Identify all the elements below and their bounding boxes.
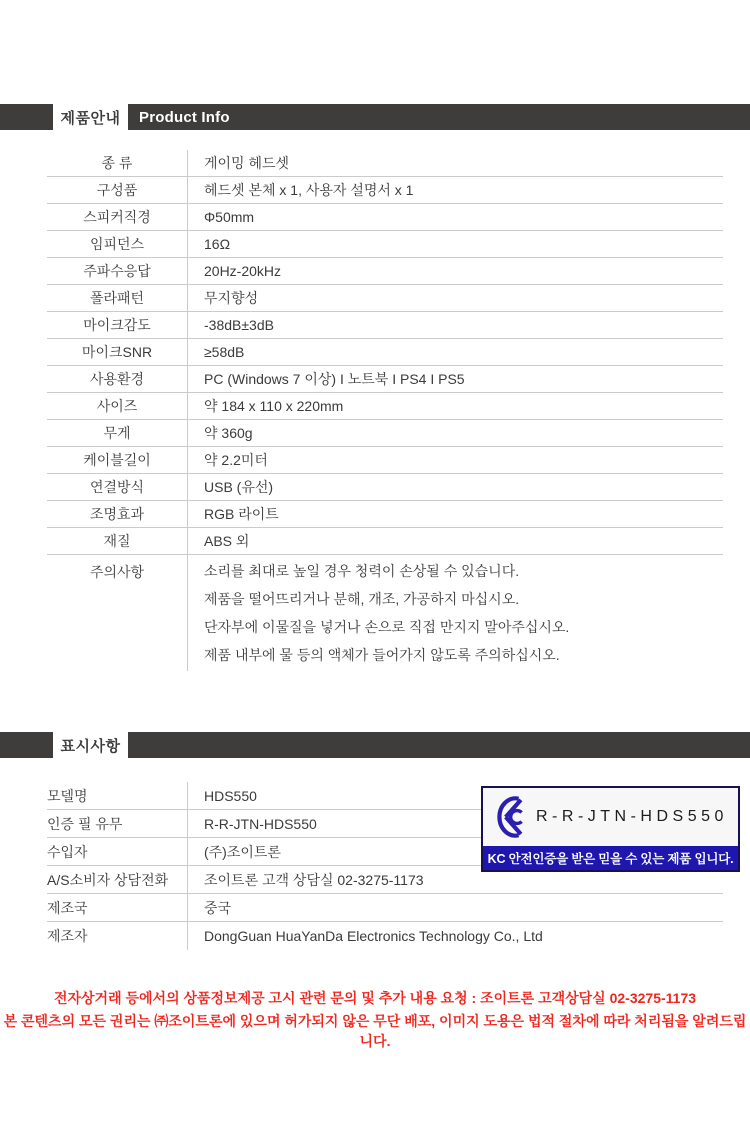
label-table-value: (주)조이트론: [204, 843, 281, 860]
spec-value: 헤드셋 본체 x 1, 사용자 설명서 x 1: [204, 182, 414, 198]
spec-row-size: [47, 393, 723, 420]
spec-label: 임피던스: [47, 231, 188, 257]
label-table-label: 수입자: [47, 838, 188, 865]
section1-title-english: Product Info: [139, 108, 230, 126]
spec-row-speaker-diameter: [47, 204, 723, 231]
spec-label: 주의사항: [47, 555, 188, 671]
spec-label: 마이크감도: [47, 312, 188, 338]
spec-label: 스피커직경: [47, 204, 188, 230]
label-table-label: A/S소비자 상담전화: [47, 866, 188, 893]
kc-caption-banner: KC 안전인증을 받은 믿을 수 있는 제품 입니다.: [483, 846, 738, 870]
label-table-value: 조이트론 고객 상담실 02-3275-1173: [204, 871, 424, 888]
spec-label: 마이크SNR: [47, 339, 188, 365]
spec-row-frequency-response: [47, 258, 723, 285]
section2-header-bar: [128, 732, 750, 758]
spec-label: 사이즈: [47, 393, 188, 419]
spec-label: 재질: [47, 528, 188, 554]
spec-label: 사용환경: [47, 366, 188, 392]
label-table-value: 중국: [204, 899, 232, 916]
section-header-labeling-info: [0, 732, 750, 758]
caution-line: 제품 내부에 물 등의 액체가 들어가지 않도록 주의하십시오.: [204, 647, 560, 663]
header-accent-block: [0, 104, 53, 130]
spec-value: 20Hz-20kHz: [204, 263, 282, 279]
spec-value: -38dB±3dB: [204, 317, 274, 333]
kc-mark-row: [483, 788, 738, 846]
spec-label: 무게: [47, 420, 188, 446]
spec-value: 16Ω: [204, 236, 231, 252]
spec-row-caution: [47, 555, 723, 671]
section2-title-korean: 표시사항: [60, 737, 121, 755]
spec-row-connection: [47, 474, 723, 501]
label-table-label: 제조자: [47, 922, 188, 950]
spec-row-material: [47, 528, 723, 555]
spec-value: 약 2.2미터: [204, 452, 268, 468]
label-row-manufacturer: [47, 922, 723, 950]
label-table-value: HDS550: [204, 787, 257, 804]
spec-label: 폴라패턴: [47, 285, 188, 311]
caution-line: 소리를 최대로 높일 경우 청력이 손상될 수 있습니다.: [204, 563, 520, 579]
section-header-product-info: [0, 104, 750, 130]
spec-label: 조명효과: [47, 501, 188, 527]
label-row-country: [47, 894, 723, 922]
header-accent-block: [0, 732, 53, 758]
spec-row-cable-length: [47, 447, 723, 474]
spec-value: 약 184 x 110 x 220mm: [204, 398, 344, 414]
caution-line: 제품을 떨어뜨리거나 분해, 개조, 가공하지 마십시오.: [204, 591, 520, 607]
section1-title-korean: 제품안내: [60, 109, 121, 127]
kc-certification-code: R-R-JTN-HDS550: [536, 808, 728, 825]
label-table-value: R-R-JTN-HDS550: [204, 815, 317, 832]
spec-label: 구성품: [47, 177, 188, 203]
spec-value: ≥58dB: [204, 344, 245, 360]
section1-header-bar: [128, 104, 750, 130]
spec-row-type: [47, 150, 723, 177]
spec-value: 약 360g: [204, 425, 253, 441]
spec-value: RGB 라이트: [204, 506, 279, 522]
footer-notice-copyright: 본 콘텐츠의 모든 권리는 ㈜조이트론에 있으며 허가되지 않은 무단 배포, 이미지 도용은 법적 절차에 따라 처리됨을 알려드립니다.: [3, 1013, 747, 1049]
label-table-label: 제조국: [47, 894, 188, 921]
spec-label: 연결방식: [47, 474, 188, 500]
kc-logo-icon: [492, 794, 530, 840]
spec-row-mic-sensitivity: [47, 312, 723, 339]
spec-row-weight: [47, 420, 723, 447]
footer-notice-contact: 전자상거래 등에서의 상품정보제공 고시 관련 문의 및 추가 내용 요청 : 조이트론 고객상담실 02-3275-1173: [53, 990, 697, 1006]
kc-certification-box: [481, 786, 740, 872]
product-spec-table: [47, 150, 723, 671]
spec-row-impedance: [47, 231, 723, 258]
spec-value: 게이밍 헤드셋: [204, 155, 290, 171]
spec-value: PC (Windows 7 이상) I 노트북 I PS4 I PS5: [204, 371, 465, 387]
label-table-value: DongGuan HuaYanDa Electronics Technology Co., Ltd: [204, 928, 543, 944]
spec-row-lighting: [47, 501, 723, 528]
spec-row-environment: [47, 366, 723, 393]
spec-value: ABS 외: [204, 533, 250, 549]
spec-row-mic-snr: [47, 339, 723, 366]
spec-value: 무지향성: [204, 290, 259, 306]
caution-lines: [188, 555, 723, 671]
caution-line: 단자부에 이물질을 넣거나 손으로 직접 만지지 말아주십시오.: [204, 619, 570, 635]
spec-label: 종 류: [47, 150, 188, 176]
spec-label: 주파수응답: [47, 258, 188, 284]
spec-row-components: [47, 177, 723, 204]
spec-value: USB (유선): [204, 479, 274, 495]
spec-label: 케이블길이: [47, 447, 188, 473]
label-table-label: 인증 필 유무: [47, 810, 188, 837]
spec-value: Φ50mm: [204, 209, 255, 225]
label-table-label: 모델명: [47, 782, 188, 809]
spec-row-polar-pattern: [47, 285, 723, 312]
